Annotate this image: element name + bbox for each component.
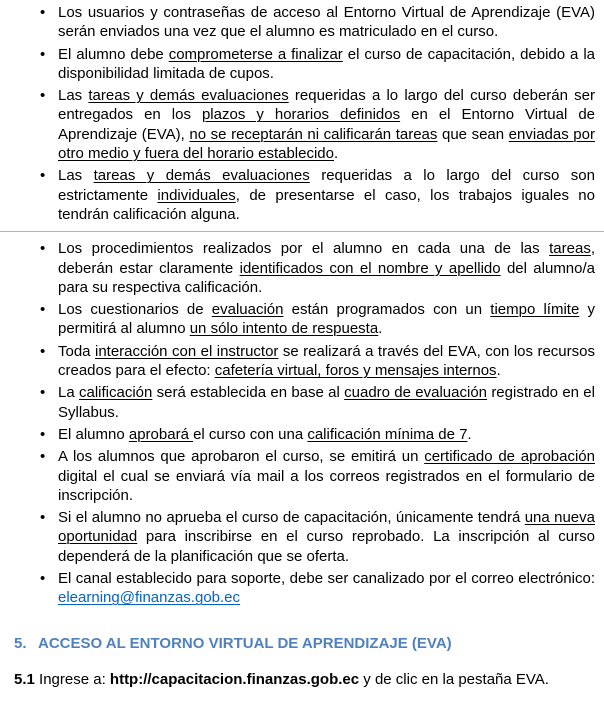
text-segment: Ingrese a: (34, 670, 110, 688)
list-item (14, 239, 595, 297)
list-item (14, 86, 595, 163)
text-segment: calificación (79, 384, 153, 402)
text-segment: que sean (437, 125, 509, 143)
text-segment: en el Entorno Virtual de Aprendizaje (EVA), (58, 106, 595, 143)
text-segment: . (378, 320, 383, 338)
text-segment: El alumno debe (58, 45, 169, 63)
list-item (14, 166, 595, 224)
list-item (14, 569, 595, 608)
text-segment: , deberán estar claramente (58, 240, 595, 277)
heading-title: ACCESO AL ENTORNO VIRTUAL DE APRENDIZAJE (EVA) (38, 634, 452, 652)
text-segment: . (467, 425, 472, 443)
text-segment: Los usuarios y contraseñas de acceso al Entorno Virtual de Aprendizaje (EVA) serán enviados una vez que el alumno es matriculado en el curso. (58, 4, 595, 41)
section-divider (0, 231, 604, 232)
text-segment: A los alumnos que aprobaron el curso, se emitirá un (58, 448, 425, 466)
email-link[interactable]: elearning@finanzas.gob.ec (58, 589, 241, 607)
text-segment: y de clic en la pestaña EVA. (359, 670, 549, 688)
text-segment: tareas y demás evaluaciones (93, 167, 310, 185)
text-segment: aprobará (128, 425, 194, 443)
text-segment: requeridas a lo largo del curso son estrictamente (58, 167, 595, 204)
text-segment: certificado de aprobación (424, 448, 595, 466)
list-item (14, 3, 595, 42)
text-segment: y permitirá al alumno (58, 301, 595, 338)
list-item (14, 342, 595, 381)
text-segment: El alumno (58, 425, 129, 443)
text-segment: tareas y demás evaluaciones (88, 87, 289, 105)
text-segment: requeridas a lo largo del curso deberán ser entregados en los (58, 87, 595, 124)
text-segment: evaluación (211, 301, 284, 319)
text-segment: para inscribirse en el curso reprobado. La inscripción al curso dependerá de la planificación que se oferta. (58, 528, 595, 565)
list-item (14, 508, 595, 566)
heading-number: 5. (14, 634, 27, 652)
text-segment: Los cuestionarios de (58, 301, 212, 319)
text-segment: digital el cual se enviará vía mail a los correos registrados en el formulario de inscripción. (58, 467, 595, 504)
list-item (14, 45, 595, 84)
text-segment: http://capacitacion.finanzas.gob.ec (109, 670, 360, 688)
bullet-list-2 (14, 239, 595, 607)
text-segment: El canal establecido para soporte, debe ser canalizado por el correo electrónico: (58, 570, 595, 588)
text-segment: será establecida en base al (152, 384, 345, 402)
text-segment: cuadro de evaluación (344, 384, 488, 402)
list-item (14, 425, 595, 444)
text-segment: están programados con un (283, 301, 491, 319)
text-segment: interacción con el instructor (94, 342, 279, 360)
text-segment: , de presentarse el caso, los trabajos iguales no tendrán calificación alguna. (58, 186, 595, 223)
text-segment: se realizará a través del EVA, con los recursos creados para el efecto: (58, 342, 595, 380)
text-segment: registrado en el Syllabus. (58, 384, 595, 421)
text-segment: . (496, 362, 501, 380)
text-segment: 5.1 (14, 670, 35, 688)
text-segment: del alumno/a para su respectiva calificación. (58, 259, 596, 296)
text-segment: Si el alumno no aprueba el curso de capacitación, únicamente tendrá (58, 509, 525, 527)
text-segment: el curso de capacitación, debido a la disponibilidad limitada de cupos. (58, 45, 595, 82)
text-segment: tiempo límite (490, 301, 580, 319)
text-segment: calificación mínima de 7 (307, 425, 468, 443)
text-segment: Los procedimientos realizados por el alumno en cada una de las (58, 240, 550, 258)
text-segment: Las (58, 87, 89, 105)
text-segment: una nueva oportunidad (58, 509, 595, 546)
text-segment: Toda (58, 342, 95, 360)
section-course-rules-1 (14, 3, 595, 224)
text-segment: La (58, 384, 79, 402)
text-segment: identificados con el nombre y apellido (239, 259, 501, 277)
section-course-rules-2 (14, 239, 595, 607)
text-segment: no se receptarán ni calificarán tareas (189, 125, 438, 143)
text-segment: cafetería virtual, foros y mensajes internos (214, 362, 497, 380)
bullet-list-1 (14, 3, 595, 224)
list-item (14, 383, 595, 422)
section-heading (14, 634, 595, 653)
list-item (14, 300, 595, 339)
text-segment: plazos y horarios definidos (201, 106, 401, 124)
list-item (14, 447, 595, 505)
text-segment: un sólo intento de respuesta (189, 320, 379, 338)
text-segment: Las (58, 167, 94, 185)
instruction-paragraph (14, 670, 595, 689)
text-segment: individuales (157, 186, 236, 204)
text-segment: . (334, 145, 339, 163)
text-segment: comprometerse a finalizar (168, 45, 343, 63)
text-segment: el curso con una (193, 425, 308, 443)
text-segment: enviadas por otro medio y fuera del horario establecido (58, 125, 595, 163)
text-segment: tareas (549, 240, 591, 258)
